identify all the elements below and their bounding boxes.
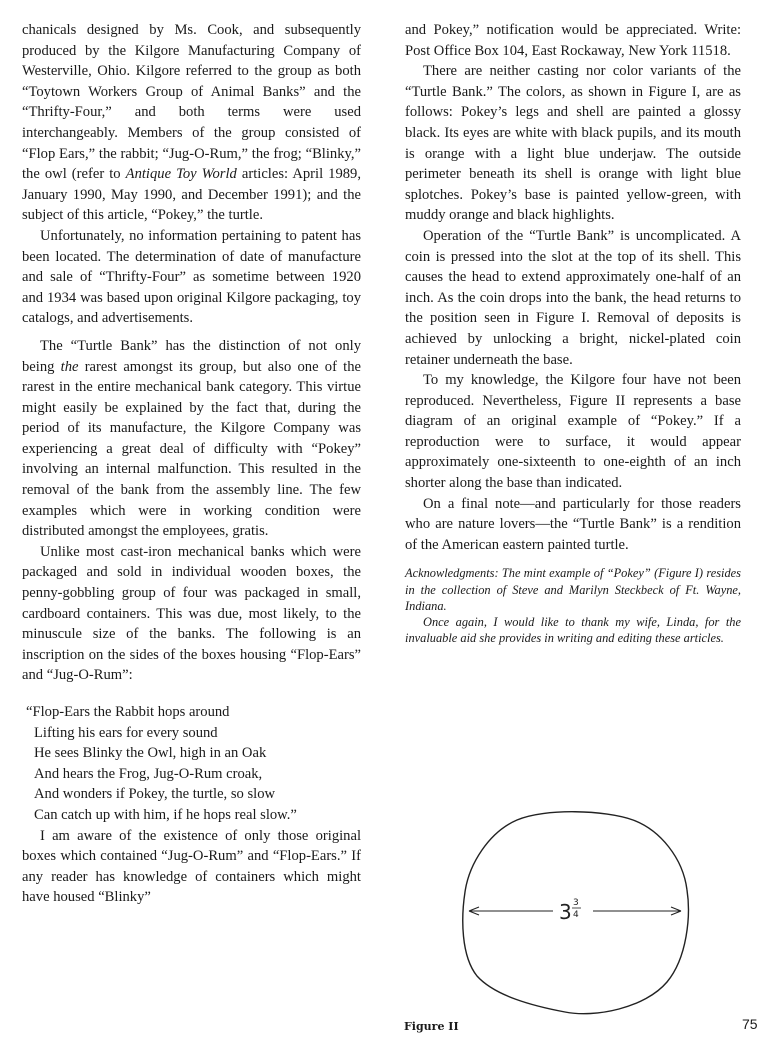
paragraph [22, 336, 361, 542]
paragraph-text: rarest amongst its group, but also one of the rarest in the entire mechanical bank category. This virtue might easily be explained by the fact that, during the period of its manufacture, the Kilgore Company was experiencing a great deal of difficulty with “Pokey” involving an internal malfunction. This resulted in the removal of the bank from the assembly line. The few examples which were in working condition were distributed amongst the employees, gratis. [22, 358, 361, 540]
poem-line: Can catch up with him, if he hops real slow.” [34, 806, 297, 823]
poem-line: Lifting his ears for every sound [34, 724, 218, 741]
paragraph-text: chanicals designed by Ms. Cook, and subsequently produced by the Kilgore Manufacturing Company of Westerville, Ohio. Kilgore referred to the group as both “Toytown Workers Group of Animal Banks” and the “Thrifty-Four,” and both terms were used interchangeably. Members of the group consisted of “Flop Ears,” the rabbit; “Jug-O-Rum,” the frog; “Blinky,” the owl (refer to [22, 22, 361, 183]
acknowledgments: Acknowledgments: The mint example of “Pokey” (Figure I) resides in the collection of Steve and Marilyn Steckbeck of Ft. Wayne, Indiana. [405, 566, 741, 613]
poem-line: He sees Blinky the Owl, high in an Oak [34, 745, 267, 762]
left-column [22, 20, 361, 908]
publication-title: Antique Toy World [125, 166, 237, 183]
dimension-denominator: 4 [573, 910, 579, 920]
paragraph-text: articles: April 1989, January 1990, May 1990, and December 1991); and the subject of this article, “Pokey,” the turtle. [22, 166, 362, 224]
dimension-numerator: 3 [573, 898, 579, 908]
acknowledgments-thanks: Once again, I would like to thank my wife, Linda, for the invaluable aid she provides in writing and editing these articles. [405, 615, 741, 646]
paragraph: On a final note—and particularly for those readers who are nature lovers—the “Turtle Bank” is a rendition of the American eastern painted turtle. [405, 495, 741, 553]
paragraph: I am aware of the existence of only those original boxes which contained “Jug-O-Rum” and “Flop-Ears.” If any reader has knowledge of containers which might have housed “Blinky” [22, 827, 361, 906]
paragraph: To my knowledge, the Kilgore four have not been reproduced. Nevertheless, Figure II represents a base diagram of an original example of “Pokey.” If a reproduction were to surface, it would appear approximately one-sixteenth to one-eighth of an inch shorter along the base than indicated. [405, 372, 741, 492]
paragraph: Unfortunately, no information pertaining to patent has been located. The determination of date of manufacture and sale of “Thrifty-Four” as sometime between 1920 and 1934 was based upon original Kilgore packaging, toy catalogs, and advertisements. [22, 227, 361, 327]
paragraph-text: The “Turtle Bank” has the distinction of not only being [22, 337, 361, 375]
figure-caption: Figure II [404, 1020, 459, 1033]
poem-line: “Flop-Ears the Rabbit hops around [26, 704, 230, 720]
poem [26, 702, 361, 826]
paragraph: Operation of the “Turtle Bank” is uncomplicated. A coin is pressed into the slot at the top of its shell. This causes the head to extend approximately one-half of an inch. As the coin drops into the bank, the head returns to the position seen in Figure I. Removal of deposits is achieved by unlocking a bright, nickel-plated coin retainer underneath the base. [405, 227, 741, 368]
paragraph: There are neither casting nor color variants of the “Turtle Bank.” The colors, as shown in Figure I, are as follows: Pokey’s legs and shell are painted a glossy black. Its eyes are white with black pupils, and its mouth is orange with a light blue underjaw. The outside perimeter beneath its shell is orange with light blue splotches. Pokey’s base is painted yellow-green, with muddy orange and black highlights. [405, 63, 741, 224]
right-column [405, 20, 741, 646]
dimension-whole: 3 [559, 900, 572, 924]
emphasis: the [60, 358, 79, 375]
poem-line: And wonders if Pokey, the turtle, so slow [34, 786, 276, 803]
paragraph: and Pokey,” notification would be appreciated. Write: Post Office Box 104, East Rockaway, New York 11518. [405, 22, 741, 59]
paragraph: Unlike most cast-iron mechanical banks which were packaged and sold in individual wooden boxes, the penny-gobbling group of four was packaged in small, cardboard containers. This was due, most likely, to the minuscule size of the banks. The following is an inscription on the sides of the boxes housing “Flop-Ears” and “Jug-O-Rum”: [22, 543, 361, 684]
paragraph [22, 20, 361, 226]
base-diagram [455, 808, 695, 1018]
page-number: 75 [742, 1016, 758, 1032]
poem-line: And hears the Frog, Jug-O-Rum croak, [34, 765, 263, 782]
